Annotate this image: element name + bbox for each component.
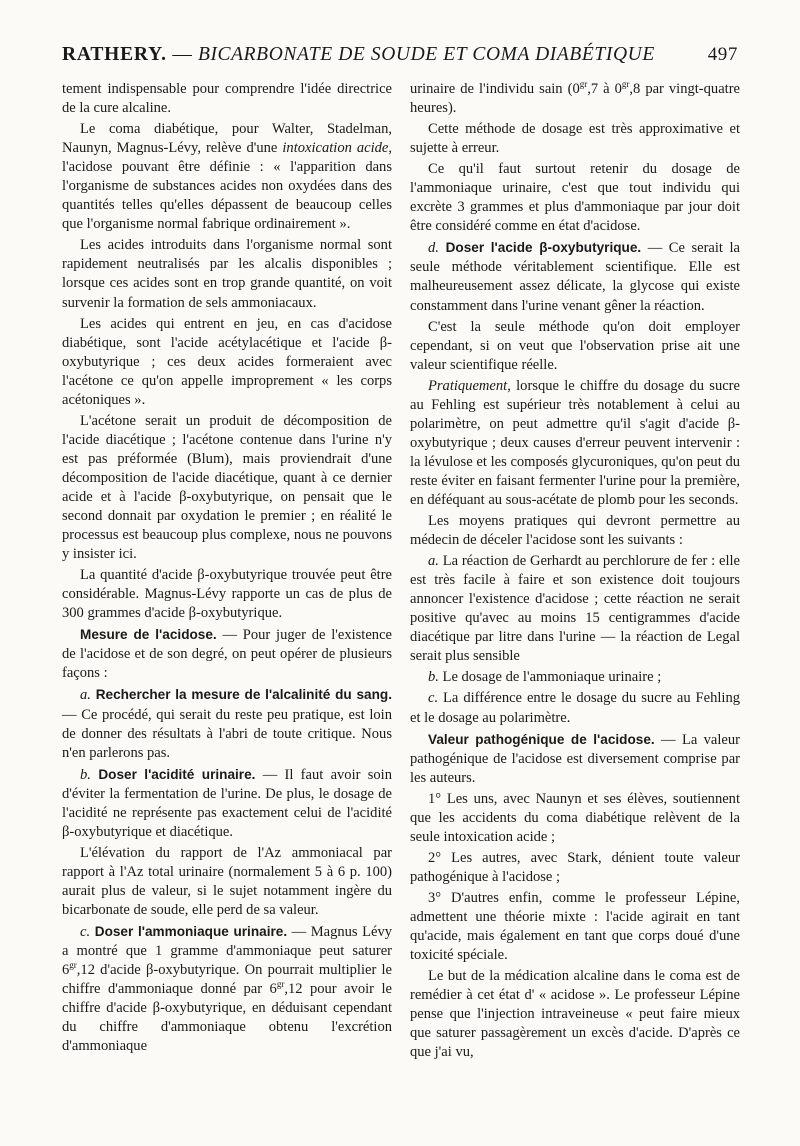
page-number: 497 (707, 44, 738, 65)
paragraph: Le coma diabétique, pour Walter, Stadelman, Naunyn, Magnus-Lévy, relève d'une intoxication acide, l'acidose pouvant être définie : « l'apparition dans l'organisme de substances acides non oxydées dans des quantités telles qu'elles dépassent de beaucoup celles que l'organisme normal fabrique ordinairement ». (62, 121, 392, 233)
paragraph: Les acides introduits dans l'organisme normal sont rapidement neutralisés par les alcalis disponibles ; lorsque ces acides sont en trop grande quantité, on voit survenir la formation de sels ammoniacaux. (62, 237, 392, 311)
subsection-heading: Rechercher la mesure de l'alcalinité du sang. (90, 687, 392, 703)
section-heading: Mesure de l'acidose. (80, 627, 217, 643)
header-title (62, 44, 655, 66)
subsection-heading: Doser l'acidité urinaire. (90, 766, 256, 782)
method-c: c. Doser l'ammoniaque urinaire. — Magnus Lévy a montré que 1 gramme d'ammoniaque peut saturer $6^{gr},12$ d'acide β-oxybutyrique. On pourrait multiplier le chiffre d'ammoniaque donné par $6^{gr},12$ pour avoir le chiffre d'acide β-oxybutyrique, en déduisant cependant du chiffre d'ammoniaque obtenu l'excrétion d'ammoniaque (62, 924, 392, 1055)
paragraph: Pratiquement, lorsque le chiffre du dosage du sucre au Fehling est supérieur très notablement à celui au polarimètre, on peut admettre qu'il s'agit d'acide β-oxybutyrique ; deux causes d'erreur peuvent intervenir : la lévulose et les composés glycuroniques, qu'on peut du reste éviter en faisant fermenter l'urine pour la première, en déféquant au sous-acétate de plomb pour les seconds. (410, 377, 740, 508)
list-item-a: a. La réaction de Gerhardt au perchlorure de fer : elle est très facile à faire et son existence doit toujours annoncer l'existence d'acidose ; cette réaction ne serait positive qu'avec au moins 15 centigrammes d'acide diacétique par litre dans l'urine — la réaction de Legal serait plus sensible (410, 553, 740, 665)
paragraph: L'élévation du rapport de l'Az ammoniacal par rapport à l'Az total urinaire (normalement 5 à 6 p. 100) aurait plus de valeur, si le sujet notamment ingère du bicarbonate de soude, elle perd de sa valeur. (62, 844, 392, 918)
header-article-title: BICARBONATE DE SOUDE ET COMA DIABÉTIQUE (197, 44, 655, 65)
list-item-c: c. La différence entre le dosage du sucre au Fehling et le dosage au polarimètre. (410, 690, 740, 726)
method-d: d. Doser l'acide β-oxybutyrique. — Ce serait la seule méthode véritablement scientifique. Elle est malheureusement assez délicate, la glycose qui existe constamment dans l'urine venant gêner la réaction. (410, 240, 740, 314)
header-dash: — (172, 44, 193, 65)
paragraph: Ce qu'il faut surtout retenir du dosage de l'ammoniaque urinaire, c'est que tout individu qui excrète 3 grammes et plus d'ammoniaque par jour doit être considéré comme en état d'acidose. (410, 161, 740, 235)
method-b: b. Doser l'acidité urinaire. — Il faut avoir soin d'éviter la fermentation de l'urine. De plus, le dosage de l'acidité ne représente pas exactement celui de l'acidité β-oxybutyrique et diacétique. (62, 766, 392, 840)
paragraph: tement indispensable pour comprendre l'idée directrice de la cure alcaline. (62, 81, 392, 117)
list-item-b: b. Le dosage de l'ammoniaque urinaire ; (428, 669, 662, 686)
paragraph: 3° D'autres enfin, comme le professeur Lépine, admettent une théorie mixte : l'acide agirait en tant qu'acide, mais également en tant que corps doué d'une toxicité spéciale. (410, 889, 740, 964)
header-author: RATHERY. (62, 44, 167, 65)
paragraph: Les acides qui entrent en jeu, en cas d'acidose diabétique, sont l'acide acétylacétique et l'acide β-oxybutyrique ; ces deux acides formeraient avec l'acétone ce qu'on appelle improprement « les corps acétoniques ». (62, 315, 392, 408)
subsection-heading: Doser l'ammoniaque urinaire. (90, 924, 288, 940)
paragraph: Le but de la médication alcaline dans le coma est de remédier à cet état d' « acidose ». Le professeur Lépine pense que l'injection intraveineuse « peut faire mieux que saturer passagèrement un excès d'acide. D'après ce que j'ai vu, (410, 968, 740, 1061)
subsection-heading: Doser l'acide β-oxybutyrique. (438, 240, 642, 256)
right-column (410, 80, 740, 1064)
paragraph: L'acétone serait un produit de décomposition de l'acide diacétique ; l'acétone contenue dans l'urine n'y est pas préformée (Blum), mais proviendrait d'une décomposition de l'acide diacétique, quant à ce dernier acide et à l'acide β-oxybutyrique, on pensait que le second donnait par oxydation le premier ; en réalité le processus est beaucoup plus complexe, nous ne pouvons y insister ici. (62, 412, 392, 563)
method-a: a. Rechercher la mesure de l'alcalinité du sang. — Ce procédé, qui serait du reste peu pratique, est loin de donner des résultats à l'abri de toute critique. Nous n'en parlerons pas. (62, 687, 392, 761)
section-heading: Valeur pathogénique de l'acidose. (428, 731, 655, 747)
section-valeur-pathogenique: Valeur pathogénique de l'acidose. — La valeur pathogénique de l'acidose est diversement comprise par les auteurs. (410, 731, 740, 786)
paragraph: Cette méthode de dosage est très approximative et sujette à erreur. (410, 121, 740, 157)
paragraph: Les moyens pratiques qui devront permettre au médecin de déceler l'acidose sont les suivants : (410, 513, 740, 549)
paragraph: 1° Les uns, avec Naunyn et ses élèves, soutiennent que les accidents du coma diabétique relèvent de la seule intoxication acide ; (410, 790, 740, 845)
paragraph: La quantité d'acide β-oxybutyrique trouvée peut être considérable. Magnus-Lévy rapporte un cas de plus de 300 grammes d'acide β-oxybutyrique. (62, 567, 392, 622)
paragraph: urinaire de l'individu sain ($0^{gr},7$ à $0^{gr},8$ par vingt-quatre heures). (410, 79, 740, 117)
section-mesure-acidose: Mesure de l'acidose. — Pour juger de l'existence de l'acidose et de son degré, on peut opérer de plusieurs façons : (62, 627, 392, 682)
paragraph: 2° Les autres, avec Stark, dénient toute valeur pathogénique à l'acidose ; (410, 849, 740, 885)
running-header (62, 44, 738, 74)
paragraph: C'est la seule méthode qu'on doit employer cependant, si on veut que l'observation prise ait une valeur scientifique réelle. (410, 318, 740, 373)
left-column (62, 80, 392, 1058)
